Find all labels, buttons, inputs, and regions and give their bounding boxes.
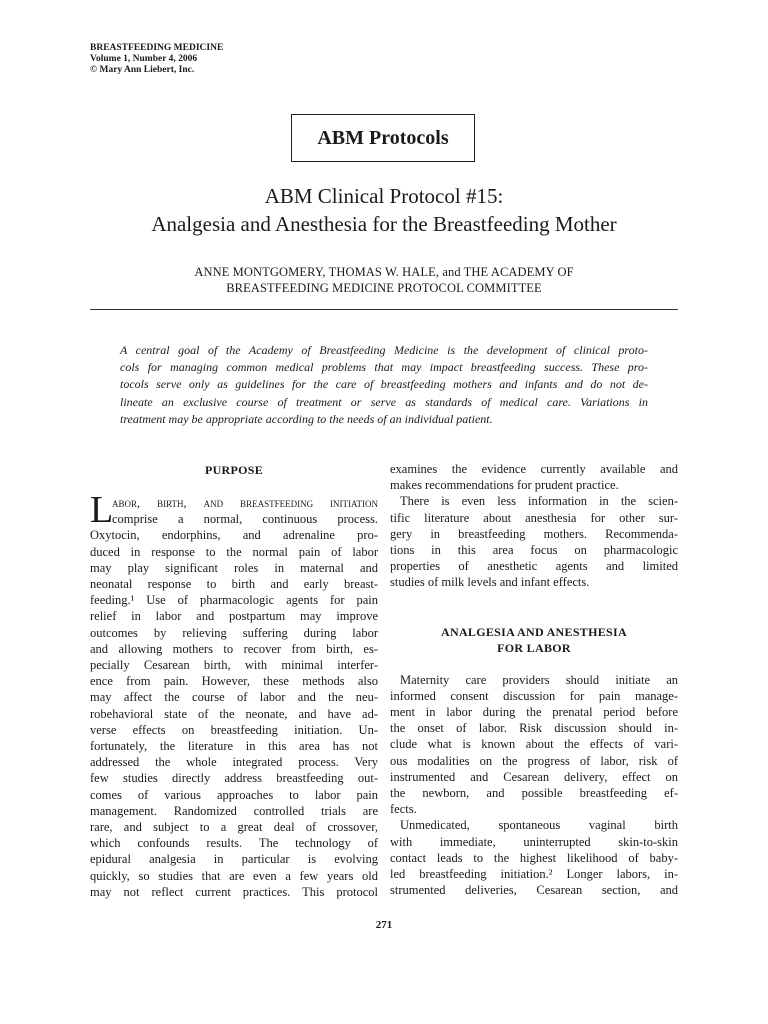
body-line: Maternity care providers should initiate an [400,672,678,687]
body-line: tions in this area focus on pharmacologic [390,543,678,558]
body-line: makes recommendations for prudent practice. [390,478,619,493]
labor-heading [390,624,678,656]
labor-heading-line-2: FOR LABOR [497,640,571,655]
journal-info [90,43,223,76]
section-label-box [291,114,475,162]
journal-copyright: © Mary Ann Liebert, Inc. [90,65,195,75]
body-line: gery in breastfeeding mothers. Recommenda- [390,526,678,541]
body-line: ence from pain. However, these methods also [90,674,378,689]
horizontal-rule [90,309,678,310]
body-line: epidural analgesia in particular is evolving [90,852,378,867]
authors-line-1: ANNE MONTGOMERY, THOMAS W. HALE, and THE ACADEMY OF [194,265,574,279]
abstract [120,342,648,428]
page-number: 271 [375,919,393,931]
body-line: which confounds results. The technology of [90,836,378,851]
body-line: rare, and subject to a great deal of crossover, [90,820,378,835]
dropcap-paragraph-start [90,489,378,531]
body-line: management. Randomized controlled trials are [90,803,378,818]
left-column [90,461,378,900]
dropcap-letter: L [90,489,114,531]
right-column [390,461,678,898]
authors-line-2: BREASTFEEDING MEDICINE PROTOCOL COMMITTEE [226,281,542,295]
body-line: few studies directly address breastfeeding out- [90,771,378,786]
body-line: informed consent discussion for pain manage- [390,688,678,703]
body-line: Oxytocin, endorphins, and adrenaline pro- [90,528,378,543]
article-title [0,182,768,238]
purpose-heading: PURPOSE [204,463,264,477]
journal-name: BREASTFEEDING MEDICINE [90,43,224,53]
body-line: fortunately, the literature in this area has not [90,739,378,754]
body-line: and allowing mothers to recover from birth, es- [90,641,378,656]
body-line: properties of anesthetic agents and limited [390,559,678,574]
abstract-line: lineate an exclusive course of treatment or serve as standards of medical care. Variations in [120,394,648,409]
body-line: duced in response to the normal pain of labor [90,544,378,559]
body-line: led breastfeeding initiation.² Longer labors, in- [390,867,678,882]
body-line: fects. [390,802,417,817]
body-line: clude what is known about the effects of vari- [390,737,678,752]
body-line: outcomes by relieving suffering during labor [90,625,378,640]
body-line: contact leads to the highest likelihood of baby- [390,850,678,865]
first-line: abor, birth, and breastfeeding initiation [112,496,378,510]
body-line: may not reflect current practices. This protocol [90,884,378,899]
body-line: quickly, so studies that are even a few years old [90,868,378,883]
body-line: the onset of labor. Risk discussion should in- [390,721,678,736]
labor-heading-line-1: ANALGESIA AND ANESTHESIA [441,624,627,639]
body-line: the newborn, and possible breastfeeding ef- [390,786,678,801]
intro-paragraph-2 [390,493,678,590]
abstract-line: A central goal of the Academy of Breastfeeding Medicine is the development of clinical proto- [120,343,648,357]
body-line: strumented deliveries, Cesarean section, and [390,883,678,898]
journal-volume: Volume 1, Number 4, 2006 [90,54,198,64]
title-line-2: Analgesia and Anesthesia for the Breastfeeding Mother [151,212,617,236]
second-line: comprise a normal, continuous process. [112,512,378,527]
body-line: verse effects on breastfeeding initiation. Un- [90,722,378,737]
body-line: addressed the whole integrated process. Very [90,755,378,770]
body-line: ous modalities on the progress of labor, risk of [390,753,678,768]
labor-paragraph-1 [390,672,678,818]
body-line: robehavioral state of the neonate, and have ad- [90,706,378,721]
body-line: may affect the course of labor and the neu- [90,690,378,705]
body-line: feeding.¹ Use of pharmacologic agents for pain [90,593,378,608]
abstract-line: cols for managing common medical problems that may impact breastfeeding success. These pro- [120,360,648,375]
body-line: ment in labor during the prenatal period before [390,705,678,720]
author-list [0,264,768,296]
body-line: relief in labor and postpartum may improve [90,609,378,624]
body-line: pecially Cesarean birth, with minimal interfer- [90,658,378,673]
abstract-line: tocols serve only as guidelines for the care of breastfeeding mothers and infants and do not de- [120,377,648,392]
body-line: examines the evidence currently available and [390,462,678,476]
body-line: There is even less information in the scien- [400,494,678,509]
body-line: may play significant roles in maternal and [90,560,378,575]
body-line: Unmedicated, spontaneous vaginal birth [400,818,678,833]
body-line: instrumented and Cesarean delivery, effect on [390,769,678,784]
abstract-line: treatment may be appropriate according to the needs of an individual patient. [120,411,493,426]
body-line: with immediate, uninterrupted skin-to-skin [390,834,678,849]
labor-paragraph-2 [390,817,678,898]
intro-paragraph-1 [390,461,678,493]
title-line-1: ABM Clinical Protocol #15: [264,184,504,208]
section-label: ABM Protocols [317,126,449,149]
body-line: tific literature about anesthesia for other sur- [390,510,678,525]
body-line: studies of milk levels and infant effects. [390,575,590,590]
body-line: comes of various approaches to labor pain [90,787,378,802]
purpose-body [90,527,378,900]
body-line: neonatal response to birth and early breast- [90,577,378,592]
